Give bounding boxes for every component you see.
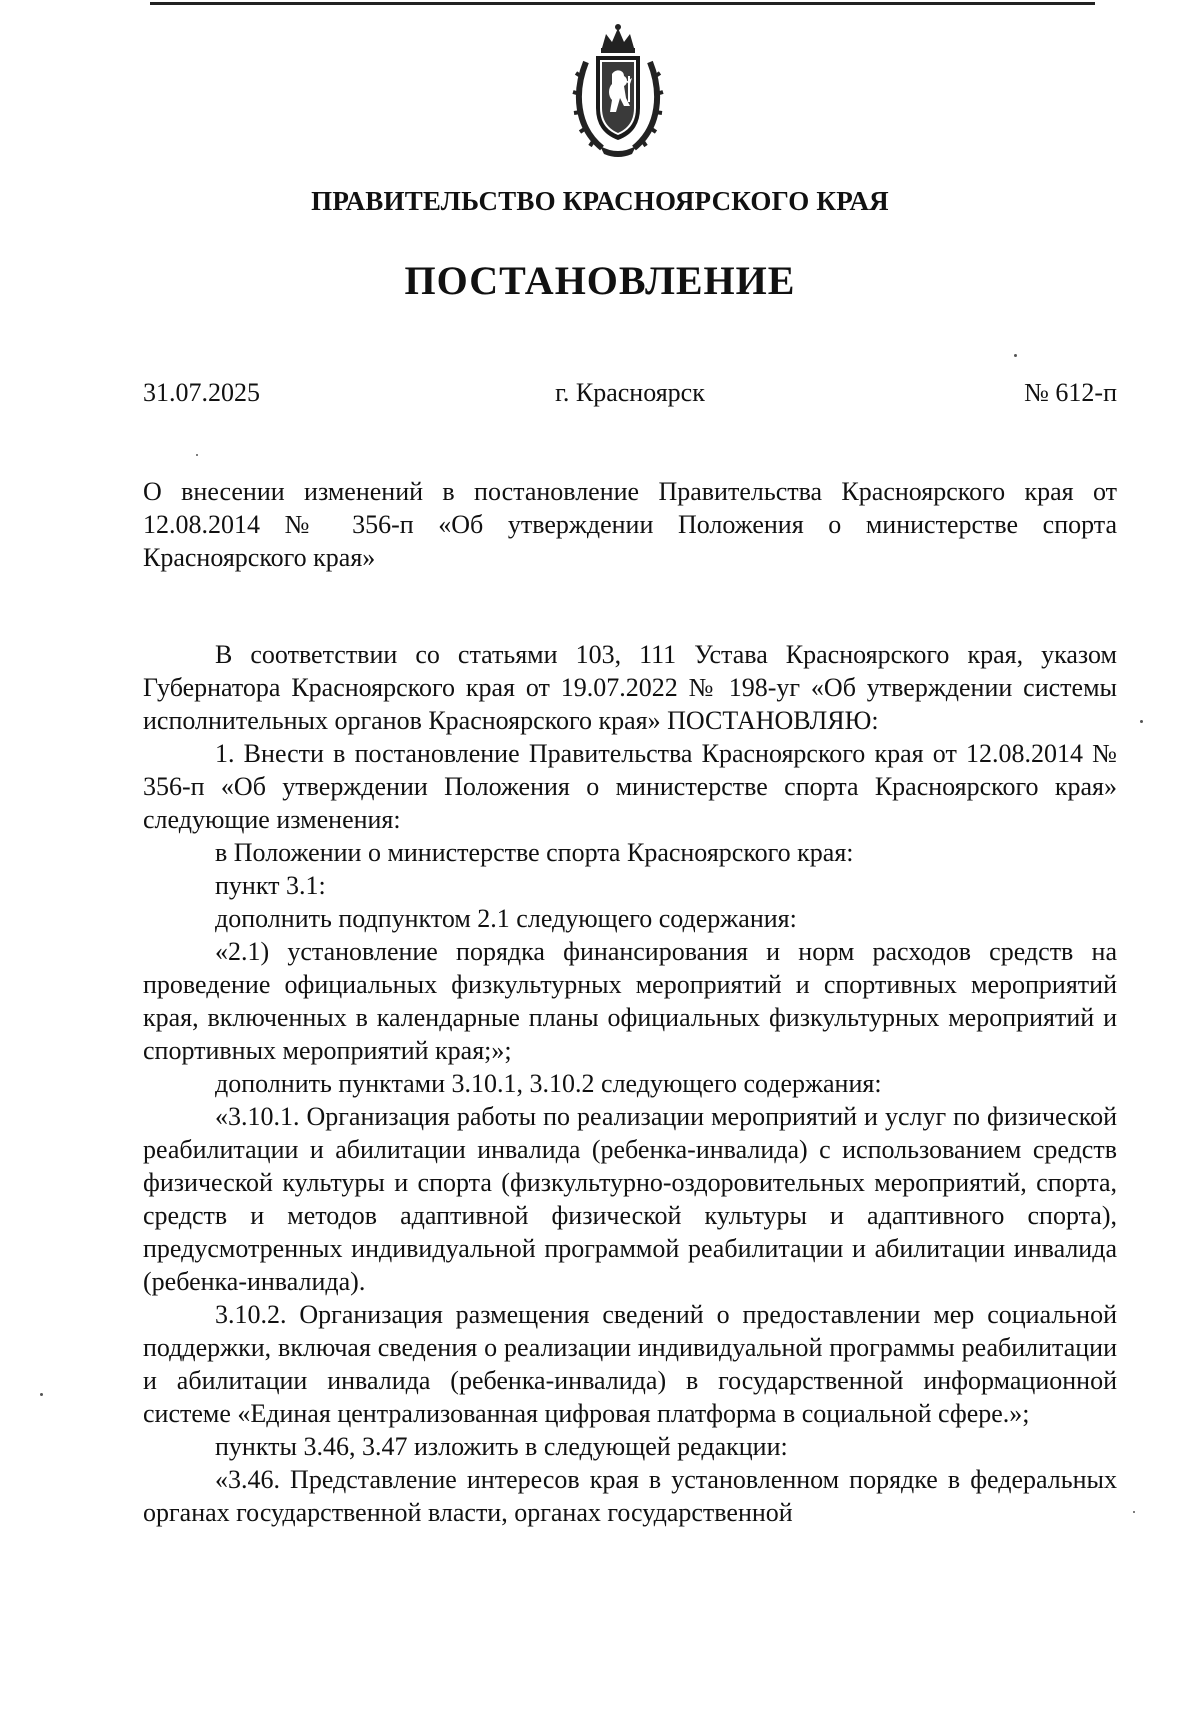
body-paragraph: в Положении о министерстве спорта Красноярского края: (215, 838, 854, 867)
body-paragraph: «3.46. Представление интересов края в установленном порядке в федеральных органах государственной власти, органах государственной (143, 1465, 1117, 1527)
document-subject: О внесении изменений в постановление Правительства Красноярского края от 12.08.2014 № 356-п «Об утверждении Положения о министерстве спорта Красноярского края» (143, 477, 1117, 572)
body-paragraph: «3.10.1. Организация работы по реализации мероприятий и услуг по физической реабилитации и абилитации инвалида (ребенка-инвалида) с использованием средств физической культуры и спорта (физкультурно-оздоровительных мероприятий, спорта, средств и методов адаптивной физической культуры и адаптивного спорта), предусмотренных индивидуальной программой реабилитации и абилитации инвалида (ребенка-инвалида). (143, 1102, 1117, 1296)
government-title: ПРАВИТЕЛЬСТВО КРАСНОЯРСКОГО КРАЯ (311, 186, 889, 216)
document-number: № 612-п (1024, 378, 1117, 407)
scan-speck (1140, 720, 1143, 723)
body-paragraph: В соответствии со статьями 103, 111 Устава Красноярского края, указом Губернатора Красноярского края от 19.07.2022 № 198-уг «Об утверждении системы исполнительных органов Красноярского края» ПОСТАНОВЛЯЮ: (143, 640, 1117, 735)
document-meta-row (143, 378, 1117, 412)
document-city: г. Красноярск (555, 378, 705, 407)
document-date: 31.07.2025 (143, 378, 260, 407)
body-paragraph: пункты 3.46, 3.47 изложить в следующей редакции: (215, 1432, 788, 1461)
body-paragraph: дополнить пунктами 3.10.1, 3.10.2 следующего содержания: (215, 1069, 882, 1098)
top-border-line (150, 2, 1095, 5)
body-paragraph: 3.10.2. Организация размещения сведений о предоставлении мер социальной поддержки, включая сведения о реализации индивидуальной программы реабилитации и абилитации инвалида (ребенка-инвалида) в государственной информационной системе «Единая централизованная цифровая платформа в социальной сфере.»; (143, 1300, 1117, 1428)
body-paragraph: «2.1) установление порядка финансирования и норм расходов средств на проведение официальных физкультурных мероприятий и спортивных мероприятий края, включенных в календарные планы официальных физкультурных мероприятий и спортивных мероприятий края;»; (143, 937, 1117, 1065)
document-type-title: ПОСТАНОВЛЕНИЕ (404, 258, 796, 303)
scan-speck (1133, 1511, 1135, 1513)
body-paragraph: 1. Внести в постановление Правительства Красноярского края от 12.08.2014 № 356-п «Об утверждении Положения о министерстве спорта Красноярского края» следующие изменения: (143, 739, 1117, 834)
scan-speck (40, 1393, 43, 1396)
body-paragraph: дополнить подпунктом 2.1 следующего содержания: (215, 904, 797, 933)
coat-of-arms-icon (572, 22, 664, 158)
scan-speck (196, 454, 198, 456)
scan-speck (1014, 354, 1017, 357)
body-paragraph: пункт 3.1: (215, 871, 326, 900)
document-body (143, 638, 1117, 1529)
